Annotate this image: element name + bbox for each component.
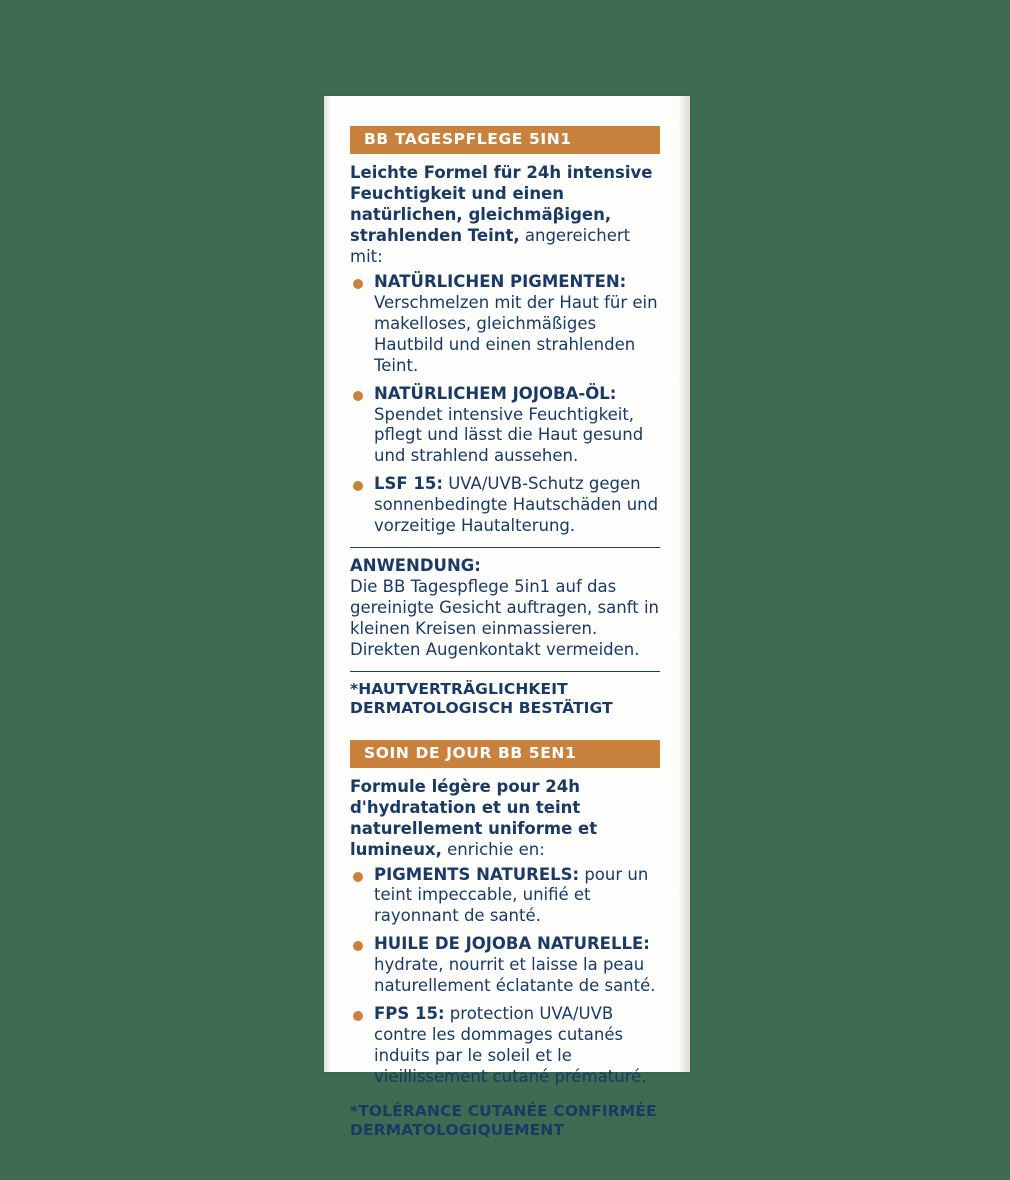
german-lede-bold: Leichte Formel für 24h intensive Feuchtigkeit und einen natürlichen, gleichmäβigen, strahlenden Teint, [350,163,653,245]
benefit-label: NATÜRLICHEM JOJOBA-ÖL: [374,383,617,403]
benefit-text: Verschmelzen mit der Haut für ein makelloses, gleichmäßiges Hautbild und einen strahlenden Teint. [374,292,658,375]
benefit-text: Spendet intensive Feuchtigkeit, pflegt und lässt die Haut gesund und strahlend aussehen. [374,404,644,466]
german-dermatological-claim: *HAUTVERTRÄGLICHKEIT DERMATOLOGISCH BESTÄTIGT [350,679,613,717]
divider-above-claim [350,671,660,672]
german-benefit-list [350,272,660,537]
german-lede [350,163,660,268]
french-lede-thin: enrichie en: [441,839,545,859]
product-carton [324,96,690,1139]
list-item [350,272,660,377]
french-section [350,740,660,1140]
bullet-dot-icon [353,941,363,951]
list-item [350,934,660,997]
french-lede-bold: Formule légère pour 24h d'hydratation et un teint naturellement uniforme et lumineux, [350,776,598,859]
benefit-label: NATÜRLICHEN PIGMENTEN: [374,271,627,291]
carton-back-panel [350,126,660,1140]
benefit-text: pour un teint impeccable, unifié et rayonnant de santé. [374,864,649,926]
german-title-bar: BB TAGESPFLEGE 5IN1 [350,126,660,154]
bullet-dot-icon [353,391,363,401]
french-lede [350,777,660,861]
list-item [350,384,660,468]
french-dermatological-claim: *TOLÉRANCE CUTANÉE CONFIRMÉE DERMATOLOGIQUEMENT [350,1102,657,1139]
bullet-dot-icon [353,872,363,882]
benefit-text: hydrate, nourrit et laisse la peau naturellement éclatante de santé. [374,955,656,996]
benefit-label: HUILE DE JOJOBA NATURELLE: [374,934,650,954]
divider-above-usage [350,547,660,548]
benefit-text: protection UVA/UVB contre les dommages cutanés induits par le soleil et le vieillissement cutané prématuré. [374,1004,647,1087]
usage-heading: ANWENDUNG: [350,556,481,576]
benefit-label: LSF 15: [374,474,443,494]
benefit-label: FPS 15: [374,1004,445,1024]
benefit-text: UVA/UVB-Schutz gegen sonnenbedingte Hautschäden und vorzeitige Hautalterung. [374,474,659,536]
german-lede-thin: angereichert mit: [350,225,631,266]
french-title-bar: SOIN DE JOUR BB 5EN1 [350,740,660,768]
french-benefit-list [350,865,660,1089]
usage-body: Die BB Tagespflege 5in1 auf das gereinigte Gesicht auftragen, sanft in kleinen Kreisen einmassieren. Direkten Augenkontakt vermeiden. [350,577,659,659]
bullet-dot-icon [353,481,363,491]
list-item [350,1004,660,1088]
bullet-dot-icon [353,1011,363,1021]
section-spacer [350,718,660,740]
bullet-dot-icon [353,279,363,289]
list-item [350,865,660,928]
list-item [350,474,660,537]
benefit-label: PIGMENTS NATURELS: [374,864,580,884]
claim-spacer [350,1095,660,1102]
